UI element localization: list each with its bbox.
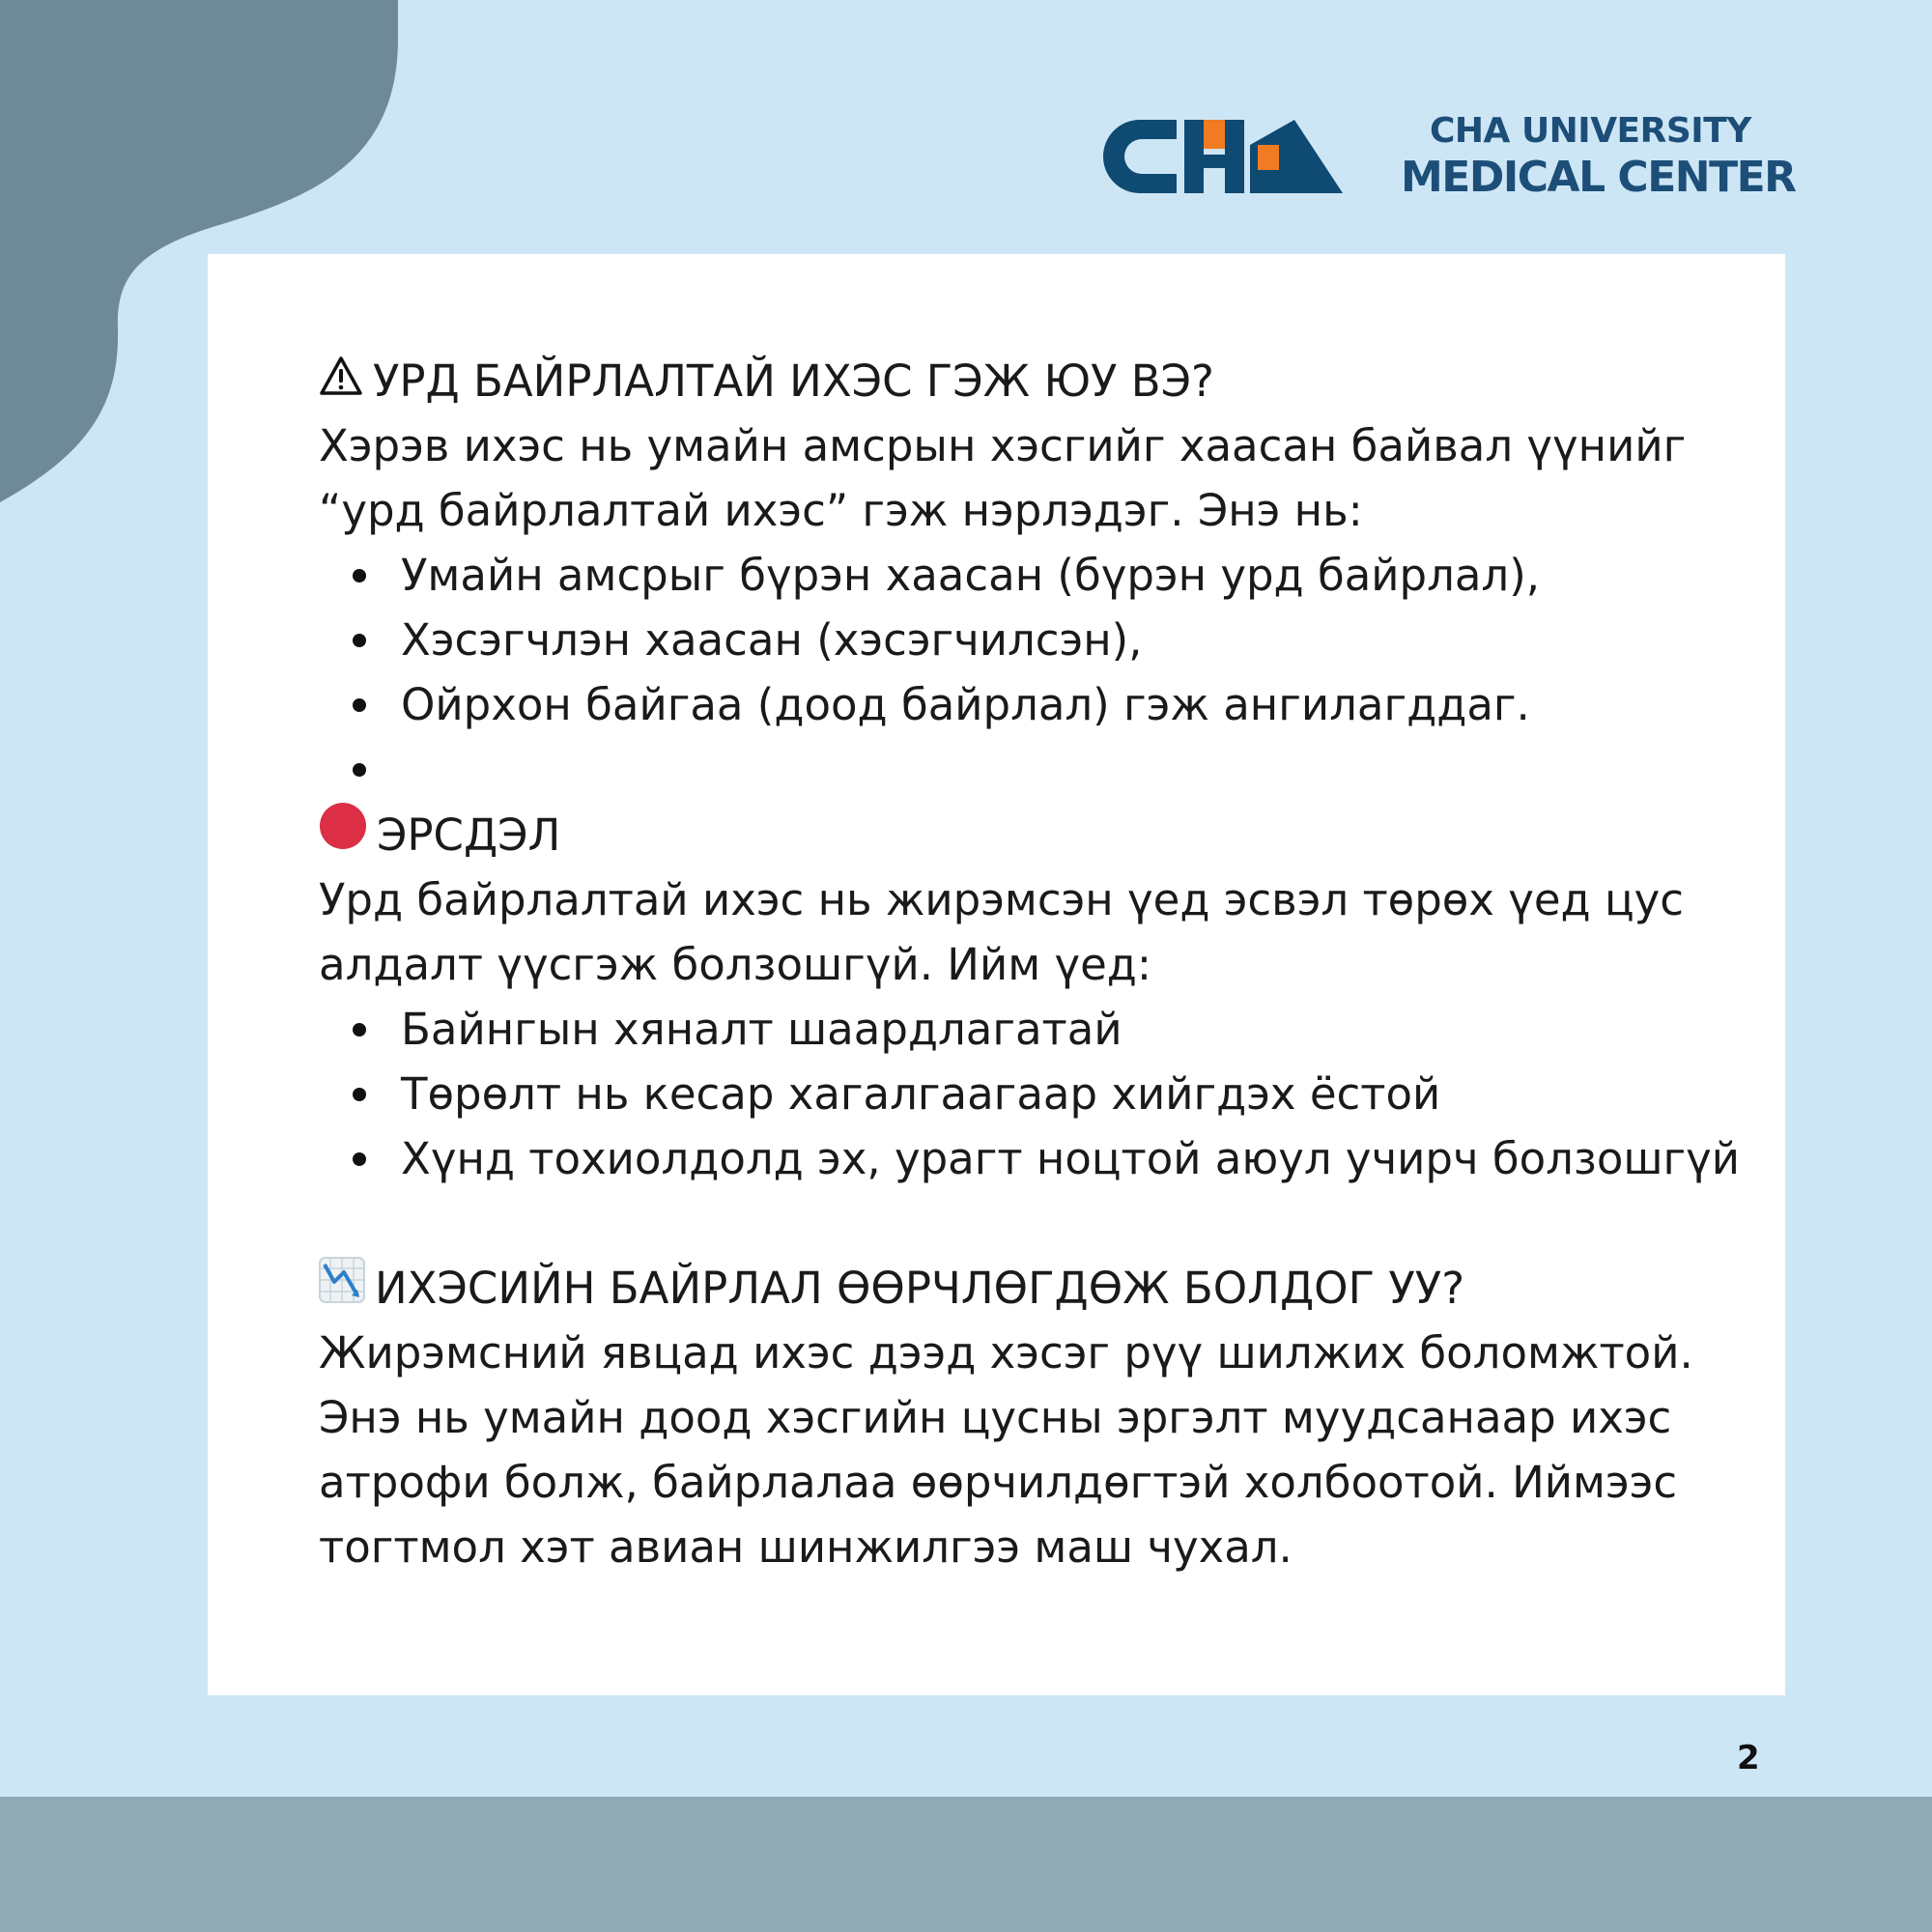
- paragraph-line: Жирэмсний явцад ихэс дээд хэсэг рүү шилжих боломжтой.: [319, 1327, 1693, 1378]
- classification-list: [319, 543, 1748, 802]
- paragraph-line: тогтмол хэт авиан шинжилгээ маш чухал.: [319, 1521, 1293, 1573]
- list-item: [319, 1062, 1748, 1126]
- page-number: 2: [1737, 1739, 1760, 1777]
- list-item-text: Байнгын хяналт шаардлагатай: [401, 1004, 1122, 1055]
- logo-line-2: MEDICAL CENTER: [1401, 153, 1796, 202]
- bullet-dot: [353, 1152, 366, 1166]
- risk-list: [319, 997, 1748, 1191]
- logo-text: [1401, 111, 1796, 202]
- list-item: [319, 672, 1748, 737]
- list-item-text: Умайн амсрыг бүрэн хаасан (бүрэн урд байрлал),: [401, 550, 1541, 601]
- list-item-text: Төрөлт нь кесар хагалгаагаар хийгдэх ёстой: [401, 1068, 1441, 1120]
- paragraph-line: Урд байрлалтай ихэс нь жирэмсэн үед эсвэл төрөх үед цус: [319, 874, 1684, 925]
- list-item-text: Хэсэгчлэн хаасан (хэсэгчилсэн),: [401, 614, 1143, 666]
- section-heading-risk: [319, 802, 1748, 867]
- section-title: ЭРСДЭЛ: [377, 809, 561, 861]
- section-title: ИХЭСИЙН БАЙРЛАЛ ӨӨРЧЛӨГДӨЖ БОЛДОГ УУ?: [375, 1263, 1465, 1314]
- list-item-text: Хүнд тохиолдолд эх, урагт ноцтой аюул учирч болзошгүй: [401, 1133, 1741, 1184]
- bullet-dot: [353, 634, 366, 647]
- list-item: [319, 608, 1748, 672]
- paragraph-line: Энэ нь умайн доод хэсгийн цусны эргэлт муудсанаар ихэс: [319, 1392, 1672, 1443]
- logo-line-1: CHA UNIVERSITY: [1430, 111, 1751, 151]
- warning-icon: [319, 349, 363, 413]
- bullet-dot: [353, 763, 366, 777]
- paragraph-line: “урд байрлалтай ихэс” гэж нэрлэдэг. Энэ нь:: [319, 485, 1363, 536]
- paragraph-line: Хэрэв ихэс нь умайн амсрын хэсгийг хаасан байвал үүнийг: [319, 420, 1687, 471]
- bullet-dot: [353, 569, 366, 582]
- list-item-text: Ойрхон байгаа (доод байрлал) гэж ангилагддаг.: [401, 679, 1530, 730]
- list-item: [319, 1126, 1748, 1191]
- content-card: [208, 254, 1785, 1695]
- list-item-empty: [319, 737, 1748, 802]
- bottom-band: [0, 1797, 1932, 1932]
- paragraph-line: атрофи болж, байрлалаа өөрчилдөгтэй холбоотой. Иймээс: [319, 1457, 1678, 1508]
- logo: [1101, 111, 1932, 208]
- paragraph-line: алдалт үүсгэж болзошгүй. Ийм үед:: [319, 939, 1152, 990]
- section-heading-placenta-previa: [319, 349, 1748, 413]
- spacer: [319, 1191, 1748, 1256]
- section-heading-position-change: [319, 1256, 1748, 1321]
- bullet-dot: [353, 1088, 366, 1101]
- section-title: УРД БАЙРЛАЛТАЙ ИХЭС ГЭЖ ЮУ ВЭ?: [373, 355, 1214, 407]
- content: [319, 349, 1748, 1579]
- list-item: [319, 997, 1748, 1062]
- red-circle-icon: [319, 802, 367, 867]
- chart-decreasing-icon: [319, 1256, 365, 1321]
- list-item: [319, 543, 1748, 608]
- bullet-dot: [353, 1023, 366, 1037]
- bullet-dot: [353, 698, 366, 712]
- cha-logo-mark: [1101, 116, 1343, 197]
